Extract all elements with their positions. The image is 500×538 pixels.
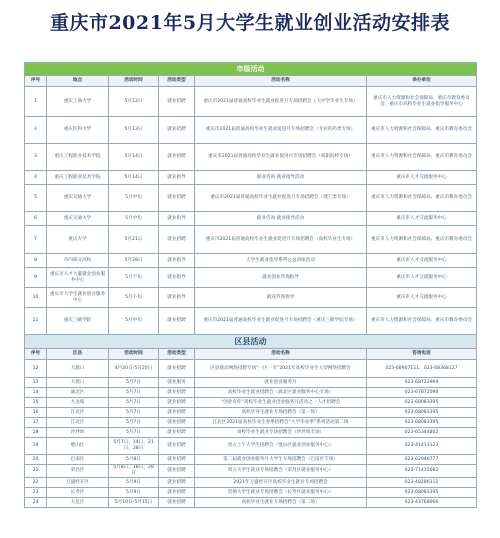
cell-time: 5月7日 bbox=[109, 378, 159, 388]
cell-no: 15 bbox=[25, 398, 47, 408]
section-district-title: 区县活动 bbox=[25, 335, 477, 349]
cell-name: 重庆市2021届普通高校毕业生就业促进月专场招聘会（高校毕业生专场） bbox=[195, 226, 367, 254]
cell-contact: 023-68083395 bbox=[367, 398, 477, 408]
cell-time: 5月7日 bbox=[109, 428, 159, 438]
cell-time: 5月中旬 bbox=[109, 308, 159, 335]
cell-type: 就业招聘 bbox=[159, 360, 195, 378]
table-row bbox=[25, 465, 477, 478]
cell-contact: 重庆市人才交流服务中心 bbox=[367, 268, 477, 288]
cell-name: 就业创业咨询指导 bbox=[195, 268, 367, 288]
cell-type: 就业招聘 bbox=[159, 488, 195, 498]
cell-time: 5月下旬 bbox=[109, 268, 159, 288]
cell-contact: 023-43768066 bbox=[367, 498, 477, 508]
table-row bbox=[25, 488, 477, 498]
cell-name: 高校毕业生就业专场招聘会（沙坪坝专场） bbox=[195, 428, 367, 438]
cell-place: 大渡口 bbox=[47, 378, 109, 388]
cell-no: 4 bbox=[25, 171, 47, 185]
cell-type: 就业招聘 bbox=[159, 498, 195, 508]
header-no: 序号 bbox=[25, 349, 47, 360]
cell-type: 就业招聘 bbox=[159, 117, 195, 144]
table-row bbox=[25, 171, 477, 185]
section-district-row bbox=[25, 335, 477, 349]
cell-type: 就业招聘 bbox=[159, 185, 195, 212]
cell-no: 14 bbox=[25, 388, 47, 398]
cell-type: 就业服务 bbox=[159, 378, 195, 388]
cell-time: 5月下旬 bbox=[109, 288, 159, 308]
cell-no: 1 bbox=[25, 87, 47, 117]
cell-type: 就业指导 bbox=[159, 171, 195, 185]
cell-time: 5月12日 bbox=[109, 87, 159, 117]
cell-place: 江北区 bbox=[47, 408, 109, 418]
cell-contact: 023-68083395 bbox=[367, 418, 477, 428]
cell-time: 5月7日 bbox=[109, 388, 159, 398]
table-row bbox=[25, 438, 477, 455]
cell-time: 5月28日 bbox=[109, 254, 159, 268]
cell-contact: 重庆市人才交流服务中心 bbox=[367, 212, 477, 226]
cell-no: 16 bbox=[25, 408, 47, 418]
cell-contact: 重庆市人才交流服务中心 bbox=[367, 171, 477, 185]
activity-table-container bbox=[24, 62, 476, 508]
cell-time: 5月10日-5月15日 bbox=[109, 498, 159, 508]
cell-contact: 023-67872090 bbox=[367, 388, 477, 398]
cell-time: 5月14日 bbox=[109, 171, 159, 185]
table-row bbox=[25, 428, 477, 438]
cell-time: 5月14日 bbox=[109, 144, 159, 171]
cell-place: 璧山区 bbox=[47, 438, 109, 455]
activity-table bbox=[24, 62, 477, 508]
cell-place: 荣昌区 bbox=[47, 465, 109, 478]
cell-contact: 重庆市人力资源和社会保障局、重庆市教育委员会 bbox=[367, 185, 477, 212]
cell-type: 就业招聘 bbox=[159, 478, 195, 488]
cell-no: 3 bbox=[25, 144, 47, 171]
table-row bbox=[25, 212, 477, 226]
cell-contact: 重庆市人力资源和社会保障局、重庆市教育委员会、重庆市高校毕业生就业指导服务中心 bbox=[367, 87, 477, 117]
cell-place: 渝北区 bbox=[47, 388, 109, 398]
header-district: 区县 bbox=[47, 349, 109, 360]
cell-name: 重庆市2021届普通高校毕业生就业促进月专场招聘会（专业医药类专场） bbox=[195, 117, 367, 144]
cell-place: 重庆市大学生就业创业服务中心 bbox=[47, 288, 109, 308]
cell-place: 重庆市人才大厦就业创业服务中心 bbox=[47, 268, 109, 288]
table-row bbox=[25, 408, 477, 418]
cell-contact: 重庆市人力资源和社会保障局、重庆市教育委员会 bbox=[367, 226, 477, 254]
cell-contact: 023-68907111、023-68368127 bbox=[367, 360, 477, 378]
cell-time: 5月9日 bbox=[109, 488, 159, 498]
table-row bbox=[25, 87, 477, 117]
cell-no: 10 bbox=[25, 288, 47, 308]
table-row bbox=[25, 226, 477, 254]
cell-time: 5月7日 bbox=[109, 398, 159, 408]
cell-no: 21 bbox=[25, 465, 47, 478]
table-row bbox=[25, 185, 477, 212]
cell-place: 重庆交通大学 bbox=[47, 212, 109, 226]
cell-no: 9 bbox=[25, 268, 47, 288]
cell-place: 大足区 bbox=[47, 498, 109, 508]
header-place: 地点 bbox=[47, 76, 109, 87]
cell-name: 重庆市2021届普通高校毕业生就业促进月专场招聘会（重庆三峡学院专场） bbox=[195, 308, 367, 335]
cell-name: 高校毕业生就业专场招聘会（第一场） bbox=[195, 408, 367, 418]
cell-place: 重庆交通大学 bbox=[47, 185, 109, 212]
cell-no: 24 bbox=[25, 498, 47, 508]
cell-type: 就业招聘 bbox=[159, 87, 195, 117]
cell-no: 20 bbox=[25, 455, 47, 465]
header-time: 活动时间 bbox=[109, 349, 159, 360]
cell-time: 5月8日、18日、28日 bbox=[109, 465, 159, 478]
cell-no: 18 bbox=[25, 428, 47, 438]
cell-type: 就业招聘 bbox=[159, 465, 195, 478]
cell-name: 高校毕业生就业专场招聘会（第二场） bbox=[195, 498, 367, 508]
cell-name: 就业创业服务月 bbox=[195, 378, 367, 388]
cell-name: 第二届就业创业服务月大学生专场招聘会（巴南区专场） bbox=[195, 455, 367, 465]
cell-contact: 023-41413123 bbox=[367, 438, 477, 455]
cell-time: 5月21日 bbox=[109, 226, 159, 254]
table-row bbox=[25, 478, 477, 488]
table-row bbox=[25, 254, 477, 268]
cell-type: 就业招聘 bbox=[159, 455, 195, 465]
cell-place: 万盛经开区 bbox=[47, 478, 109, 488]
header-time: 活动时间 bbox=[109, 76, 159, 87]
page-title: 重庆市2021年5月大学生就业创业活动安排表 bbox=[49, 12, 451, 34]
cell-name: 区县联动网络招聘专场“一区一专”2021年高校毕业生大型网络招聘会 bbox=[195, 360, 367, 378]
cell-type: 就业招聘 bbox=[159, 418, 195, 428]
cell-type: 就业指导 bbox=[159, 288, 195, 308]
cell-contact: 023-48286111 bbox=[367, 478, 477, 488]
cell-no: 6 bbox=[25, 212, 47, 226]
cell-type: 就业指导 bbox=[159, 268, 195, 288]
cell-place: 重庆大学 bbox=[47, 226, 109, 254]
cell-time: 4月20日-5月20日 bbox=[109, 360, 159, 378]
cell-name: 重庆市2021届普通高校毕业生就业促进月专场招聘会（大中学毕业生专场） bbox=[195, 87, 367, 117]
cell-time: 5月中旬 bbox=[109, 185, 159, 212]
table-row bbox=[25, 144, 477, 171]
cell-time: 5月中旬 bbox=[109, 212, 159, 226]
cell-no: 23 bbox=[25, 488, 47, 498]
cell-name: 职业咨询·就业指导活动 bbox=[195, 212, 367, 226]
cell-contact: 重庆市人力资源和社会保障局、重庆市教育委员会 bbox=[367, 117, 477, 144]
cell-type: 就业指导 bbox=[159, 254, 195, 268]
cell-no: 17 bbox=[25, 418, 47, 428]
cell-type: 就业指导 bbox=[159, 212, 195, 226]
header-row bbox=[25, 76, 477, 87]
header-row-district bbox=[25, 349, 477, 360]
table-row bbox=[25, 308, 477, 335]
cell-place: 重庆工程职业技术学院 bbox=[47, 144, 109, 171]
cell-no: 19 bbox=[25, 438, 47, 455]
cell-contact: 重庆市人力资源和社会保障局、重庆市教育委员会 bbox=[367, 308, 477, 335]
cell-time: 5月7日、14日、21日、28日 bbox=[109, 438, 159, 455]
cell-contact: 023-68722969 bbox=[367, 378, 477, 388]
cell-place: 大渡口 bbox=[47, 360, 109, 378]
table-row bbox=[25, 268, 477, 288]
header-org: 举办单位 bbox=[367, 76, 477, 87]
header-no: 序号 bbox=[25, 76, 47, 87]
table-row bbox=[25, 360, 477, 378]
cell-type: 就业招聘 bbox=[159, 144, 195, 171]
cell-place: 重庆工商大学 bbox=[47, 87, 109, 117]
cell-name: 周五大学生就业专场招聘会（荣昌区就业服务中心） bbox=[195, 465, 367, 478]
cell-place: 沙坪坝 bbox=[47, 428, 109, 438]
header-type: 活动类型 bbox=[159, 76, 195, 87]
cell-time: 5月9日 bbox=[109, 478, 159, 488]
cell-name: 就业咨询指导 bbox=[195, 288, 367, 308]
cell-name: 大学生就业指导系列公益讲座活动 bbox=[195, 254, 367, 268]
cell-type: 就业招聘 bbox=[159, 408, 195, 418]
cell-contact: 023-71415682 bbox=[367, 465, 477, 478]
cell-place: 重庆工程职业技术学院 bbox=[47, 171, 109, 185]
cell-time: 5月7日 bbox=[109, 408, 159, 418]
cell-type: 就业招聘 bbox=[159, 308, 195, 335]
table-row bbox=[25, 398, 477, 408]
cell-time: 5月8日 bbox=[109, 455, 159, 465]
cell-name: 贯彻大学生就业专场招聘会（长寿区就业服务中心） bbox=[195, 488, 367, 498]
cell-name: 周五上午大学生招聘会（璧山区就业创业服务中心） bbox=[195, 438, 367, 455]
header-phone: 咨询电话 bbox=[367, 349, 477, 360]
table-row bbox=[25, 418, 477, 428]
cell-type: 就业招聘 bbox=[159, 438, 195, 455]
cell-contact: 023-62946777 bbox=[367, 455, 477, 465]
table-row bbox=[25, 288, 477, 308]
cell-time: 5月7日 bbox=[109, 418, 159, 428]
cell-type: 就业招聘 bbox=[159, 388, 195, 398]
cell-place: 巴南区 bbox=[47, 455, 109, 465]
table-row bbox=[25, 455, 477, 465]
cell-contact: 023-68083395 bbox=[367, 408, 477, 418]
header-name: 活动名称 bbox=[195, 349, 367, 360]
header-type: 活动类型 bbox=[159, 349, 195, 360]
cell-contact: 重庆市人力资源和社会保障局、重庆市教育委员会 bbox=[367, 144, 477, 171]
cell-contact: 重庆市人才交流服务中心 bbox=[367, 288, 477, 308]
cell-name: 重庆市2021届普通高校毕业生就业促进月专场招聘会（高职院校专场） bbox=[195, 144, 367, 171]
cell-no: 7 bbox=[25, 226, 47, 254]
cell-no: 8 bbox=[25, 254, 47, 268]
cell-no: 22 bbox=[25, 478, 47, 488]
section-city-title: 市级活动 bbox=[25, 63, 477, 76]
cell-type: 就业招聘 bbox=[159, 398, 195, 408]
table-row bbox=[25, 117, 477, 144]
cell-place: 重庆医科大学 bbox=[47, 117, 109, 144]
cell-contact: 023-65344802 bbox=[367, 428, 477, 438]
cell-time: 5月13日 bbox=[109, 117, 159, 144]
cell-name: 重庆市2021届普通高校毕业生就业促进月专场招聘会（理工类专场） bbox=[195, 185, 367, 212]
cell-no: 13 bbox=[25, 378, 47, 388]
cell-name: 高校毕业生就业招聘会（渝北区就业服务中心专场） bbox=[195, 388, 367, 398]
header-name: 活动名称 bbox=[195, 76, 367, 87]
cell-name: 职业咨询·就业指导活动 bbox=[195, 171, 367, 185]
cell-place: 江北区 bbox=[47, 418, 109, 428]
table-row bbox=[25, 498, 477, 508]
cell-no: 12 bbox=[25, 360, 47, 378]
cell-no: 5 bbox=[25, 185, 47, 212]
cell-place: 市内部分高校 bbox=[47, 254, 109, 268]
cell-type: 就业招聘 bbox=[159, 226, 195, 254]
cell-no: 2 bbox=[25, 117, 47, 144]
cell-no: 11 bbox=[25, 308, 47, 335]
cell-place: 长寿区 bbox=[47, 488, 109, 498]
section-city-row bbox=[25, 63, 477, 76]
cell-place: 九龙坡 bbox=[47, 398, 109, 408]
table-row bbox=[25, 378, 477, 388]
cell-type: 就业招聘 bbox=[159, 428, 195, 438]
cell-name: “创业有你”高校毕业生就业创业服务月活动之一人才招聘会 bbox=[195, 398, 367, 408]
table-row bbox=[25, 388, 477, 398]
cell-place: 重庆三峡学院 bbox=[47, 308, 109, 335]
cell-contact: 重庆市人才交流服务中心 bbox=[367, 254, 477, 268]
cell-name: 江北区2021届高校毕业生春季招聘会“大学毕业季”系列活动第二场 bbox=[195, 418, 367, 428]
cell-contact: 023-68083395 bbox=[367, 488, 477, 498]
cell-name: 2021年万盛经开区高校毕业生就业专场招聘会 bbox=[195, 478, 367, 488]
